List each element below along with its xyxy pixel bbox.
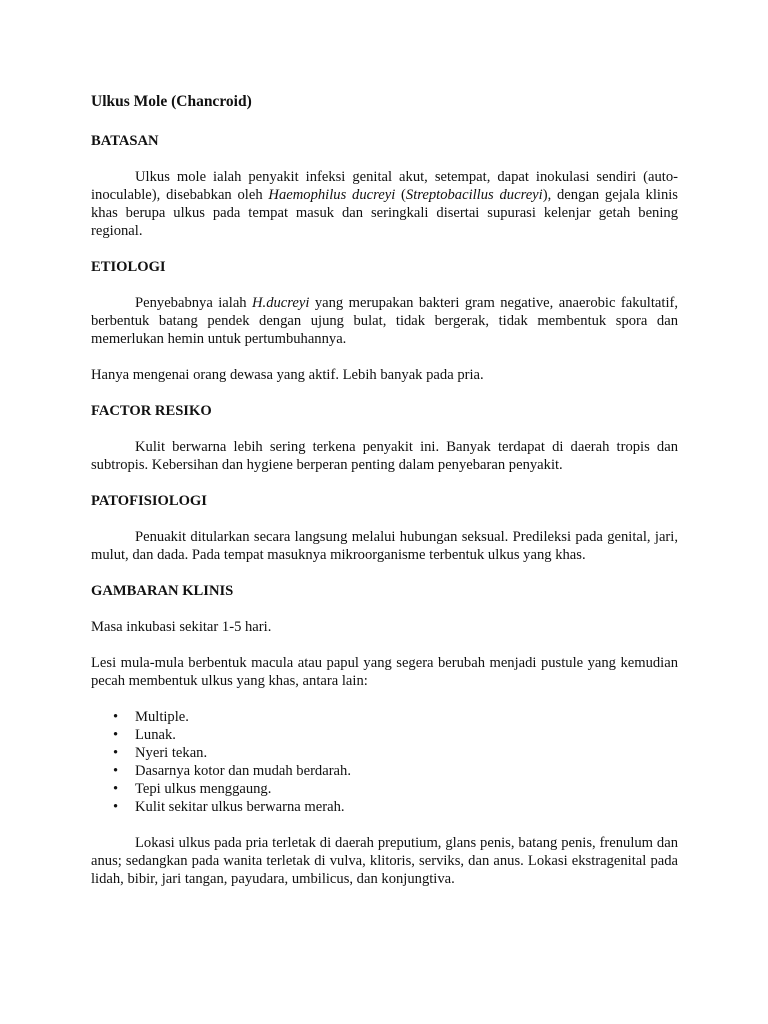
paragraph-etiologi-1 (91, 294, 678, 348)
list-item-text: Tepi ulkus menggaung. (135, 781, 272, 797)
paragraph-etiologi-2: Hanya mengenai orang dewasa yang aktif. Lebih banyak pada pria. (91, 367, 484, 383)
list-item-text: Dasarnya kotor dan mudah berdarah. (135, 763, 351, 779)
document-title: Ulkus Mole (Chancroid) (91, 93, 252, 110)
document-page (91, 92, 678, 906)
paragraph-factor-resiko: Kulit berwarna lebih sering terkena penyakit ini. Banyak terdapat di daerah tropis dan subtropis. Kebersihan dan hygiene berperan penting dalam penyebaran penyakit. (91, 439, 678, 473)
list-item (91, 780, 678, 798)
paragraph-gambaran-klinis-1: Masa inkubasi sekitar 1-5 hari. (91, 619, 272, 635)
text-span: Ulkus mole ialah penyakit infeksi genital akut, setempat, dapat inokulasi sendiri (auto-inoculable), disebabkan oleh (91, 169, 678, 203)
list-item (91, 744, 678, 762)
paragraph-batasan (91, 168, 678, 240)
heading-batasan: BATASAN (91, 133, 159, 149)
text-span: yang merupakan bakteri gram negative, anaerobic fakultatif, berbentuk batang pendek dengan ujung bulat, tidak bergerak, tidak membentuk spora dan memerlukan hemin untuk pertumbuhannya. (91, 295, 679, 347)
bullet-icon: • (113, 781, 119, 797)
list-item (91, 762, 678, 780)
italic-term: Haemophilus ducreyi (268, 187, 396, 203)
text-span: Penyebabnya ialah (135, 295, 253, 311)
list-item-text: Kulit sekitar ulkus berwarna merah. (135, 799, 345, 815)
bullet-icon: • (113, 709, 119, 725)
heading-etiologi: ETIOLOGI (91, 259, 166, 275)
paragraph-gambaran-klinis-2: Lesi mula-mula berbentuk macula atau papul yang segera berubah menjadi pustule yang kemudian pecah membentuk ulkus yang khas, antara lain: (91, 655, 678, 689)
italic-term: H.ducreyi (252, 295, 310, 311)
paragraph-patofisiologi: Penuakit ditularkan secara langsung melalui hubungan seksual. Predileksi pada genital, jari, mulut, dan dada. Pada tempat masuknya mikroorganisme terbentuk ulkus yang khas. (91, 529, 678, 563)
heading-factor-resiko: FACTOR RESIKO (91, 403, 212, 419)
paragraph-gambaran-klinis-3: Lokasi ulkus pada pria terletak di daerah preputium, glans penis, batang penis, frenulum dan anus; sedangkan pada wanita terletak di vulva, klitoris, serviks, dan anus. Lokasi ekstragenital pada lidah, bibir, jari tangan, payudara, umbilicus, dan konjungtiva. (91, 835, 678, 887)
text-span: ), dengan gejala klinis khas berupa ulkus pada tempat masuk dan seringkali disertai supurasi kelenjar getah bening regional. (91, 187, 678, 239)
text-span: ( (395, 187, 406, 203)
list-item (91, 798, 678, 816)
list-item-text: Multiple. (135, 709, 189, 725)
bullet-icon: • (113, 763, 119, 779)
italic-term: Streptobacillus ducreyi (405, 187, 543, 203)
heading-patofisiologi: PATOFISIOLOGI (91, 493, 207, 509)
bullet-icon: • (113, 799, 119, 815)
bullet-icon: • (113, 727, 119, 743)
list-item (91, 726, 678, 744)
bullet-icon: • (113, 745, 119, 761)
list-item-text: Nyeri tekan. (135, 745, 208, 761)
list-item (91, 708, 678, 726)
list-item-text: Lunak. (135, 727, 176, 743)
heading-gambaran-klinis: GAMBARAN KLINIS (91, 583, 234, 599)
bullet-list (91, 708, 678, 816)
